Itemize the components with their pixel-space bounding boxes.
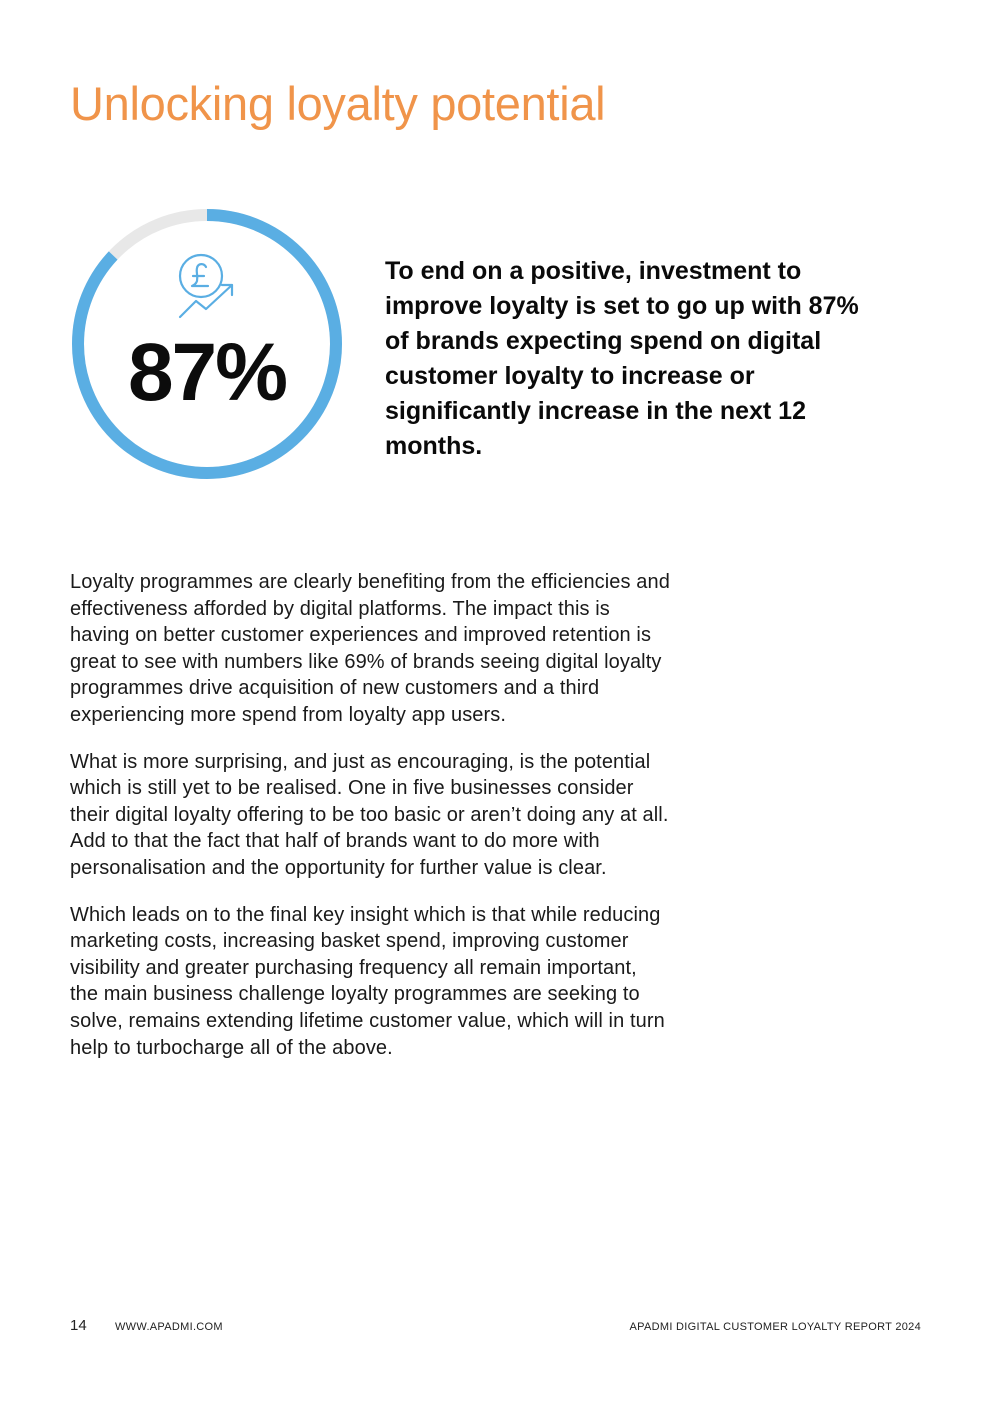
body-paragraph: Loyalty programmes are clearly benefiting from the efficiencies and effectiveness afforded by digital platforms. The impact this is having on better customer experiences and improved retention is great to see with numbers like 69% of brands seeing digital loyalty programmes drive acquisition of new customers and a third experiencing more spend from loyalty app users. [70, 571, 670, 726]
headline-statement: To end on a positive, investment to improve loyalty is set to go up with 87% of brands expecting spend on digital customer loyalty to increase or significantly increase in the next 12 months. [385, 257, 859, 460]
pound-growth-icon [174, 251, 246, 323]
report-title: APADMI DIGITAL CUSTOMER LOYALTY REPORT 2024 [629, 1321, 921, 1333]
body-paragraph: What is more surprising, and just as encouraging, is the potential which is still yet to be realised. One in five businesses consider their digital loyalty offering to be too basic or aren’t doing any at all. Add to that the fact that half of brands want to do more with personalisation and the opportunity for further value is clear. [70, 750, 669, 879]
stat-ring [70, 207, 344, 481]
body-text [70, 569, 670, 1081]
stat-value: 87% [127, 327, 287, 418]
body-paragraph: Which leads on to the final key insight which is that while reducing marketing costs, increasing basket spend, improving customer visibility and greater purchasing frequency all remain important, the main business challenge loyalty programmes are seeking to solve, remains extending lifetime customer value, which will in turn help to turbocharge all of the above. [70, 903, 665, 1059]
website-link[interactable]: WWW.APADMI.COM [115, 1321, 223, 1333]
page-title: Unlocking loyalty potential [70, 77, 606, 130]
page-number: 14 [70, 1317, 87, 1334]
